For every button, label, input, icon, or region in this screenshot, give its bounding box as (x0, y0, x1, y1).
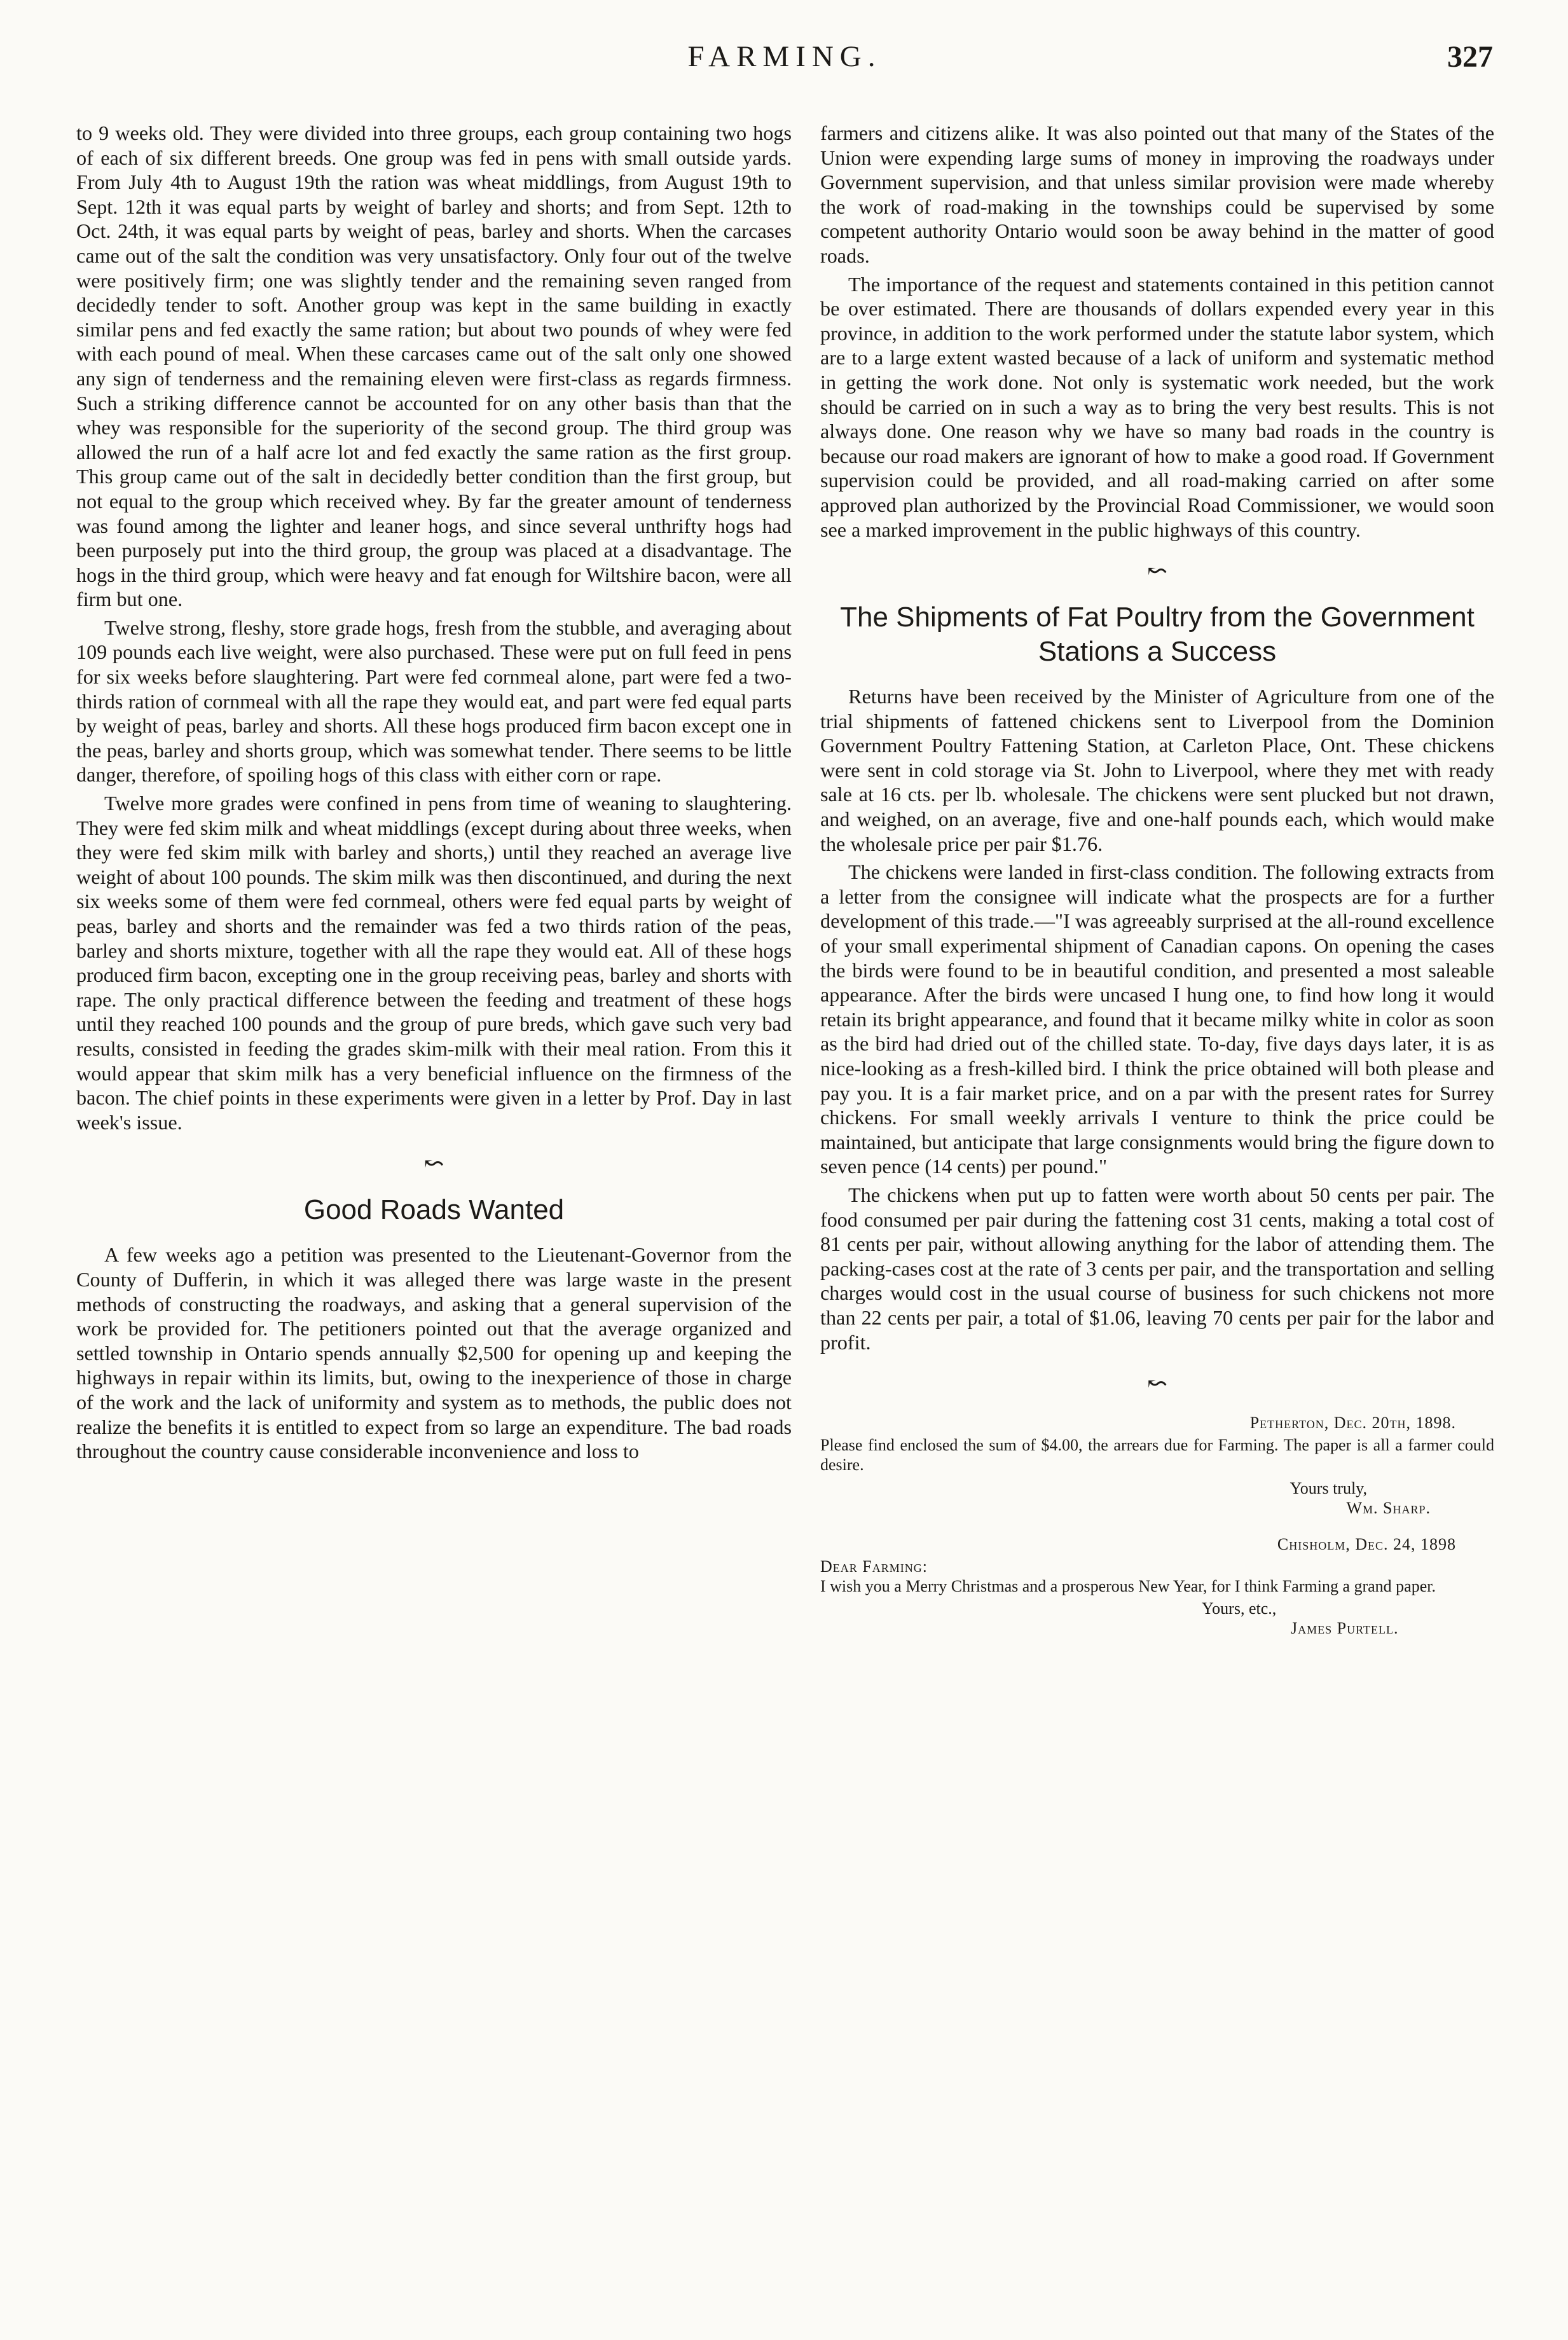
section-ornament: ↜ (423, 1150, 444, 1178)
section-ornament: ↜ (1147, 558, 1167, 585)
body-paragraph: Twelve strong, fleshy, store grade hogs, fresh from the stubble, and averaging about 109 pounds each live weight, were also purchased. These were put on full feed in pens for six weeks before slaughtering. Part were fed cornmeal alone, part were fed a two-thirds ration of cornmeal with all the rape they would eat, and part were fed equal parts by weight of peas, barley and shorts. All these hogs produced firm bacon except one in the peas, barley and shorts group, which was somewhat tender. There seems to be little danger, therefore, of spoiling hogs of this class with either corn or rape. (76, 616, 792, 787)
letter-closing: Yours truly, (1289, 1479, 1367, 1498)
letter-sharp (820, 1413, 1494, 1518)
page-number: 327 (1447, 40, 1493, 74)
letter-body: I wish you a Merry Christmas and a prosperous New Year, for I think Farming a grand paper. (820, 1577, 1436, 1596)
letter-salutation: Dear Farming: (820, 1557, 928, 1576)
article-heading-fat-poultry: The Shipments of Fat Poultry from the Government Stations a Success (840, 602, 1475, 668)
body-paragraph: farmers and citizens alike. It was also pointed out that many of the States of the Union were expending large sums of money in improving the roadways under Government supervision, and that unless similar provision were made whereby the work of road-making in the townships could be supervised by some competent authority Ontario would soon be away behind in the matter of good roads. (820, 121, 1494, 267)
letter-dateline: Chisholm, Dec. 24, 1898 (1277, 1535, 1456, 1554)
letter-signature: Wm. Sharp. (1346, 1499, 1431, 1518)
body-paragraph: A few weeks ago a petition was presented to the Lieutenant-Governor from the County of Dufferin, in which it was alleged there was large waste in the present methods of constructing the roadways, and asking that a general supervision of the work be provided for. The petitioners pointed out that the average organized and settled township in Ontario spends annually $2,500 for opening up and keeping the highways in repair within its limits, but, owing to the inexperience of those in charge of the work and the lack of uniformity and system as to methods, the public does not realize the benefits it is entitled to expect from so large an expenditure. The bad roads throughout the country cause considerable inconvenience and loss to (76, 1243, 792, 1463)
letter-closing: Yours, etc., (1202, 1599, 1277, 1618)
body-paragraph: The chickens when put up to fatten were worth about 50 cents per pair. The food consumed per pair during the fattening cost 31 cents, making a total cost of 81 cents per pair, without allowing anything for the labor of attending them. The packing-cases cost at the rate of 3 cents per pair, and the transportation and selling charges would cost in the usual course of business for such chickens not more than 22 cents per pair, a total of $1.06, leaving 70 cents per pair for the labor and profit. (820, 1183, 1494, 1354)
letter-dateline: Petherton, Dec. 20th, 1898. (1249, 1414, 1456, 1433)
article-heading-good-roads: Good Roads Wanted (303, 1194, 565, 1226)
left-column (76, 121, 792, 1468)
letter-signature: James Purtell. (1291, 1619, 1399, 1638)
letter-body: Please find enclosed the sum of $4.00, the arrears due for Farming. The paper is all a farmer could desire. (820, 1436, 1494, 1475)
running-title: FARMING. (687, 40, 882, 73)
body-paragraph: The chickens were landed in first-class condition. The following extracts from a letter from the consignee will indicate what the prospects are for a further development of this trade.—"I was agreeably surprised at the all-round excellence of your small experimental shipment of Canadian capons. On opening the cases the birds were found to be in beautiful condition, and presented a most saleable appearance. After the birds were uncased I hung one, to find how long it would retain its bright appearance, and found that it became milky white in color as soon as the bird had dried out of the chilled state. To-day, five days days later, it is as nice-looking as a fresh-killed bird. I think the price obtained will both please and pay you. It is a fair market price, and on a par with the present rates for Surrey chickens. For small weekly arrivals I venture to think the price could be maintained, but anticipate that large consignments would bring the figure down to seven pence (14 cents) per pound." (820, 860, 1494, 1178)
body-paragraph: The importance of the request and statements contained in this petition cannot be over estimated. There are thousands of dollars expended every year in this province, in addition to the work performed under the statute labor system, which are to a large extent wasted because of a lack of uniform and systematic method in getting the work done. Not only is systematic work needed, but the work should be carried on in such a way as to bring the very best results. This is not always done. One reason why we have so many bad roads in the country is because our road makers are ignorant of how to make a good road. If Government supervision could be provided, and all road-making carried on after some approved plan authorized by the Provincial Road Commissioner, we would soon see a marked improvement in the public highways of this country. (820, 272, 1494, 541)
body-paragraph: Twelve more grades were confined in pens from time of weaning to slaughtering. They were fed skim milk and wheat middlings (except during about three weeks, when they were fed skim milk with barley and shorts,) until they reached an average live weight of about 100 pounds. The skim milk was then discontinued, and during the next six weeks some of them were fed cornmeal, others were fed equal parts by weight of peas, barley and shorts and the remainder was fed a two thirds ration of the peas, barley and shorts mixture, together with all the rape they would eat. All of these hogs produced firm bacon, excepting one in the group receiving peas, barley and shorts with rape. The only practical difference between the feeding and treatment of these hogs until they reached 100 pounds and the group of pure breds, which gave such very bad results, consisted in feeding the grades skim-milk with their meal ration. From this it would appear that skim milk has a very beneficial influence on the firmness of the bacon. The chief points in these experiments were given in a letter by Prof. Day in last week's issue. (76, 792, 792, 1134)
body-paragraph: Returns have been received by the Minister of Agriculture from one of the trial shipments of fattened chickens sent to Liverpool from the Dominion Government Poultry Fattening Station, at Carleton Place, Ont. These chickens were sent in cold storage via St. John to Liverpool, where they met with ready sale at 16 cts. per lb. wholesale. The chickens were sent plucked but not drawn, and weighed, on an average, five and one-half pounds each, which would make the wholesale price per pair $1.76. (820, 685, 1494, 855)
section-ornament: ↜ (1147, 1370, 1167, 1398)
body-paragraph: to 9 weeks old. They were divided into three groups, each group containing two hogs of each of six different breeds. One group was fed in pens with small outside yards. From July 4th to August 19th the ration was wheat middlings, from August 19th to Sept. 12th it was equal parts by weight of barley and shorts; and from Sept. 12th to Oct. 24th, it was equal parts by weight of peas, barley and shorts. When the carcases came out of the salt the condition was very unsatisfactory. Only four out of the twelve were positively firm; one was slightly tender and the remaining seven ranged from decidedly tender to soft. Another group was kept in the same building in exactly similar pens and fed exactly the same ration; but about two pounds of whey were fed with each pound of meal. When these carcases came out of the salt only one showed any sign of tenderness and the remaining eleven were first-class as regards firmness. Such a striking difference cannot be accounted for on any other basis than that the whey was responsible for the superiority of the second group. The third group was allowed the run of a half acre lot and fed exactly the same ration as the first group. This group came out of the salt in decidedly better condition than the first group, but not equal to the group which received whey. By far the greater amount of tenderness was found among the lighter and leaner hogs, and since several unthrifty hogs had been purposely put into the third group, the group was placed at a disadvantage. The hogs in the third group, which were heavy and fat enough for Wiltshire bacon, were all firm but one. (76, 121, 792, 611)
page-header (76, 39, 1493, 84)
letter-purtell (820, 1534, 1494, 1638)
right-column (820, 121, 1494, 1638)
